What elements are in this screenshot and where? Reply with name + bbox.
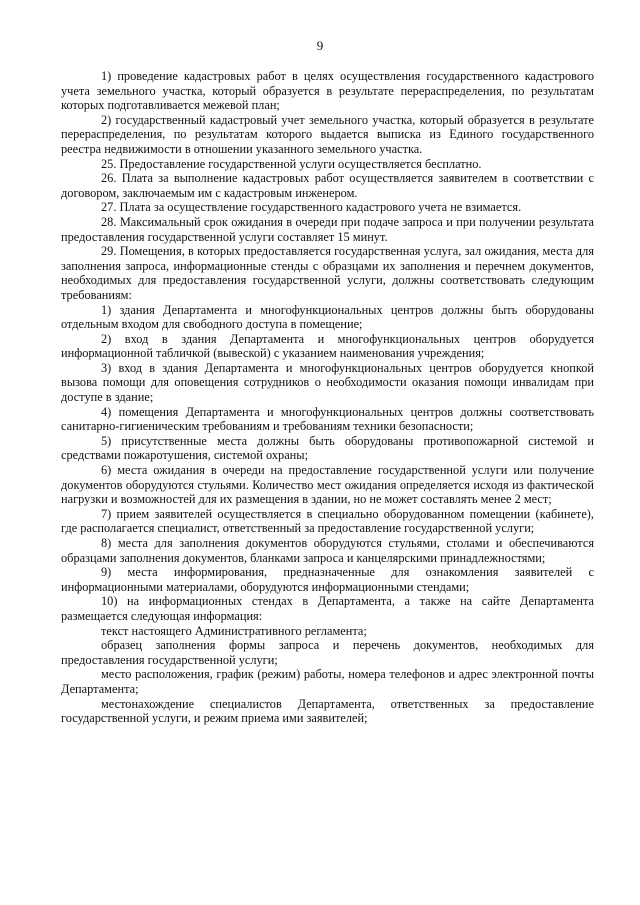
paragraph-27-registration-fee: 27. Плата за осуществление государственного кадастрового учета не взимается. bbox=[101, 200, 522, 215]
requirement-item-6-waiting-places: 6) места ожидания в очереди на предоставление государственной услуги или получение документов оборудуются стульями. Количество мест ожидания определяется исходя из фактической нагрузки и возможностей для их размещения в здании, но не может составлять менее 2 мест; bbox=[61, 463, 594, 507]
requirement-item-9-information-places: 9) места информирования, предназначенные для ознакомления заявителей с информационными материалами, оборудуются информационными стендами; bbox=[61, 565, 594, 594]
paragraph-29-premises-requirements: 29. Помещения, в которых предоставляется государственная услуга, зал ожидания, места для заполнения запроса, информационные стенды с образцами их заполнения и перечнем документов, необходимых для предоставления государственной услуги, должны соответствовать следующим требованиям: bbox=[61, 244, 594, 302]
paragraph-25-free-service: 25. Предоставление государственной услуги осуществляется бесплатно. bbox=[101, 156, 482, 171]
info-item-location-schedule: место расположения, график (режим) работы, номера телефонов и адрес электронной почты Департамента; bbox=[61, 667, 594, 696]
paragraph-subitem-2-cadastral-registration: 2) государственный кадастровый учет земельного участка, который образуется в результате перераспределения, по результатам которого выдается выписка из Единого государственного реестра недвижимости в отношении указанного земельного участка. bbox=[61, 112, 594, 156]
info-item-specialists-location: местонахождение специалистов Департамента, ответственных за предоставление государственной услуги, и режим приема ими заявителей; bbox=[61, 696, 594, 726]
requirement-item-7-reception-room: 7) прием заявителей осуществляется в специально оборудованном помещении (кабинете), где располагается специалист, ответственный за предоставление государственной услуги; bbox=[61, 506, 594, 536]
page-number: 9 bbox=[316, 38, 324, 53]
paragraph-subitem-1-cadastral-works: 1) проведение кадастровых работ в целях осуществления государственного кадастрового учета земельного участка, который образуется в результате перераспределения, по результатам которых подготавливается межевой план; bbox=[61, 69, 594, 113]
requirement-item-4-sanitary: 4) помещения Департамента и многофункциональных центров должны соответствовать санитарно-гигиеническим требованиям и требованиям техники безопасности; bbox=[61, 404, 594, 434]
requirement-item-1-separate-entrance: 1) здания Департамента и многофункциональных центров должны быть оборудованы отдельным входом для свободного доступа в помещение; bbox=[61, 302, 594, 332]
requirement-item-3-help-button: 3) вход в здания Департамента и многофункциональных центров оборудуется кнопкой вызова помощи для оповещения сотрудников о необходимости оказания помощи инвалидам при доступе в здание; bbox=[61, 360, 594, 405]
requirement-item-2-signboard: 2) вход в здания Департамента и многофункциональных центров оборудуется информационной табличкой (вывеской) с указанием наименования учреждения; bbox=[61, 331, 594, 361]
info-item-regulation-text: текст настоящего Административного регламента; bbox=[101, 623, 367, 638]
paragraph-26-cadastral-works-fee: 26. Плата за выполнение кадастровых работ осуществляется заявителем в соответствии с договором, заключаемым им с кадастровым инженером. bbox=[61, 171, 594, 200]
requirement-item-8-document-filling-places: 8) места для заполнения документов оборудуются стульями, столами и обеспечиваются образцами заполнения документов, бланками запроса и канцелярскими принадлежностями; bbox=[61, 536, 594, 565]
document-body bbox=[61, 69, 594, 726]
info-item-request-sample: образец заполнения формы запроса и перечень документов, необходимых для предоставления государственной услуги; bbox=[61, 638, 594, 667]
requirement-item-5-fire-safety: 5) присутственные места должны быть оборудованы противопожарной системой и средствами пожаротушения, системой охраны; bbox=[61, 433, 594, 463]
requirement-item-10-information-stands: 10) на информационных стендах в Департамента, а также на сайте Департамента размещается следующая информация: bbox=[61, 594, 594, 623]
paragraph-28-queue-time: 28. Максимальный срок ожидания в очереди при подаче запроса и при получении результата предоставления государственной услуги составляет 15 минут. bbox=[61, 214, 594, 244]
